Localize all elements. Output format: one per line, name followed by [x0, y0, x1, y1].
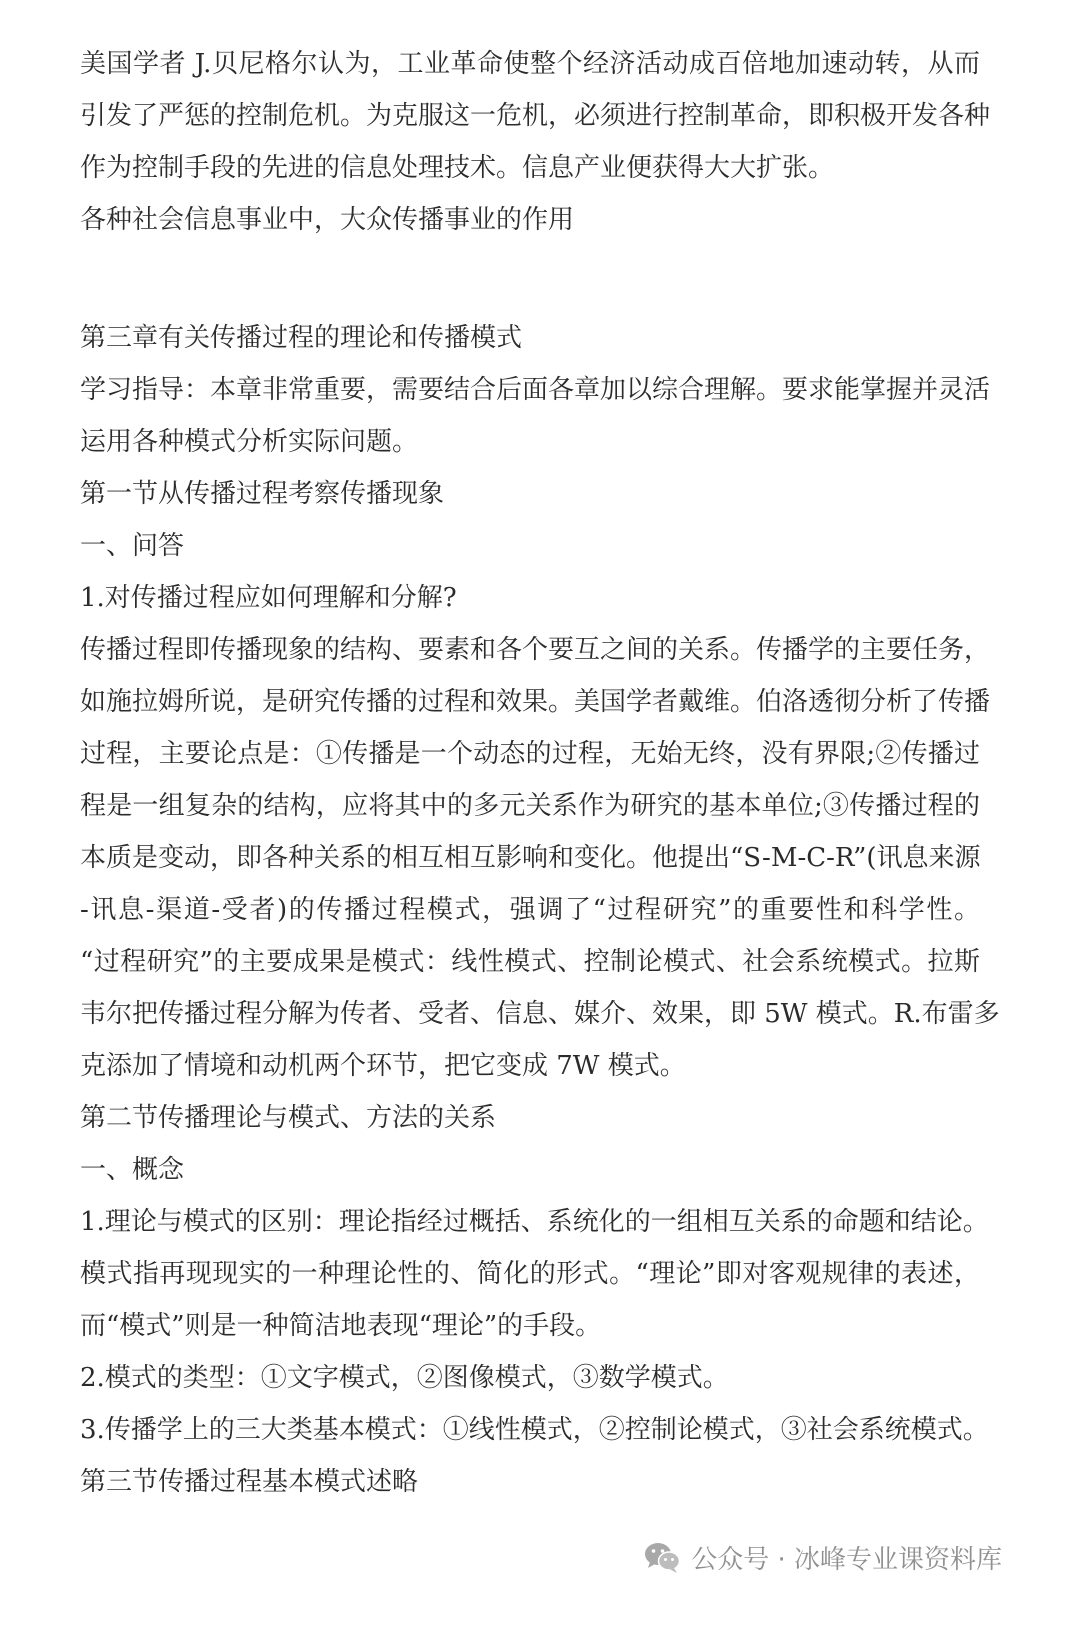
paragraph-line: 传播过程即传播现象的结构、要素和各个要互之间的关系。传播学的主要任务， [80, 635, 991, 665]
subsection-heading: 一、概念 [80, 1155, 185, 1185]
subsection-heading: 一、问答 [80, 531, 185, 561]
study-guide-line: 运用各种模式分析实际问题。 [80, 427, 419, 457]
paragraph-line: 程是一组复杂的结构，应将其中的多元关系作为研究的基本单位;③传播过程的 [80, 791, 980, 821]
paragraph-line: 引发了严惩的控制危机。为克服这一危机，必须进行控制革命，即积极开发各种 [80, 101, 991, 131]
paragraph-line: 而“模式”则是一种简洁地表现“理论”的手段。 [80, 1311, 602, 1341]
paragraph-line: 本质是变动，即各种关系的相互相互影响和变化。他提出“S-M-C-R”(讯息来源 [80, 843, 981, 873]
study-guide-line: 学习指导：本章非常重要，需要结合后面各章加以综合理解。要求能掌握并灵活 [80, 375, 991, 405]
paragraph-line: 韦尔把传播过程分解为传者、受者、信息、媒介、效果，即 5W 模式。R.布雷多 [80, 999, 1000, 1029]
paragraph-line: 如施拉姆所说，是研究传播的过程和效果。美国学者戴维。伯洛透彻分析了传播 [80, 687, 991, 717]
wechat-icon [643, 1540, 681, 1574]
watermark-footer [643, 1535, 1002, 1579]
watermark-text: 公众号 · 冰峰专业课资料库 [691, 1544, 1002, 1575]
question-heading: 1.对传播过程应如何理解和分解? [80, 583, 457, 613]
paragraph-line: 美国学者 J.贝尼格尔认为，工业革命使整个经济活动成百倍地加速动转，从而 [80, 49, 980, 79]
document-body [80, 38, 1000, 1508]
paragraph-line: 模式指再现现实的一种理论性的、简化的形式。“理论”即对客观规律的表述， [80, 1259, 980, 1289]
section-heading: 第一节从传播过程考察传播现象 [80, 479, 445, 509]
paragraph-line: “过程研究”的主要成果是模式：线性模式、控制论模式、社会系统模式。拉斯 [80, 947, 980, 977]
paragraph-line: -讯息-渠道-受者)的传播过程模式，强调了“过程研究”的重要性和科学性。 [80, 895, 980, 925]
paragraph-line: 克添加了情境和动机两个环节，把它变成 7W 模式。 [80, 1051, 686, 1081]
paragraph-line: 各种社会信息事业中，大众传播事业的作用 [80, 205, 575, 235]
paragraph-line: 2.模式的类型：①文字模式，②图像模式，③数学模式。 [80, 1363, 729, 1393]
section-heading: 第三节传播过程基本模式述略 [80, 1467, 419, 1497]
chapter-title: 第三章有关传播过程的理论和传播模式 [80, 323, 523, 353]
paragraph-line: 1.理论与模式的区别：理论指经过概括、系统化的一组相互关系的命题和结论。 [80, 1207, 989, 1237]
section-heading: 第二节传播理论与模式、方法的关系 [80, 1103, 497, 1133]
paragraph-line: 作为控制手段的先进的信息处理技术。信息产业便获得大大扩张。 [80, 153, 835, 183]
section-gap [80, 246, 980, 312]
paragraph-line: 过程，主要论点是：①传播是一个动态的过程，无始无终，没有界限;②传播过 [80, 739, 980, 769]
paragraph-line: 3.传播学上的三大类基本模式：①线性模式，②控制论模式，③社会系统模式。 [80, 1415, 989, 1445]
